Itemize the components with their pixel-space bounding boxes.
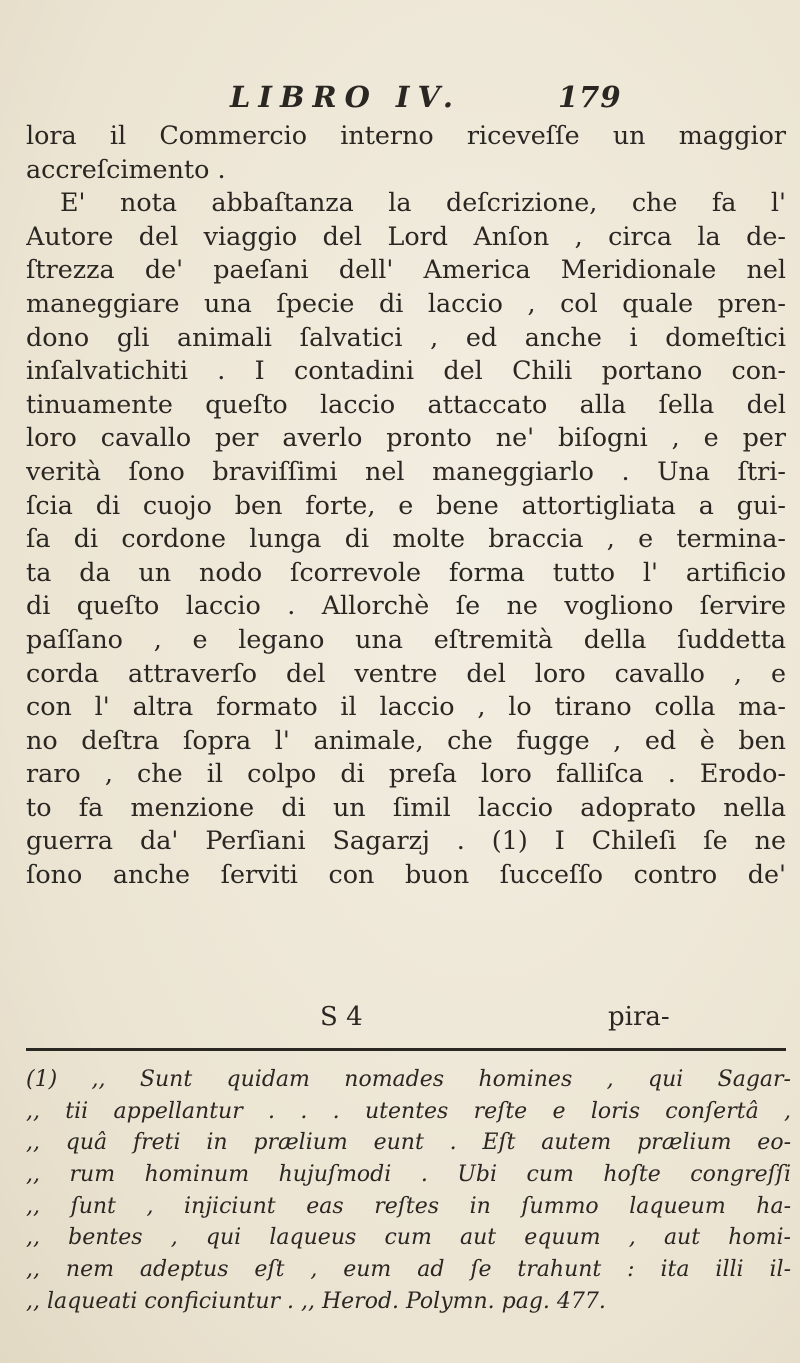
- text-line: ſtrezza de' paeſani dell' America Meridionale nel: [26, 254, 786, 285]
- text-line: to fa menzione di un ſimil laccio adoprato nella: [26, 791, 786, 822]
- footnote-line: ,, laqueati conficiuntur . ,, Herod. Polymn. pag. 477.: [26, 1288, 606, 1314]
- text-line: no deſtra ſopra l' animale, che fugge , ed è ben: [26, 724, 786, 755]
- catchword: pira-: [608, 1002, 670, 1032]
- page-number: 179: [558, 80, 622, 114]
- text-line: guerra da' Perſiani Sagarzj . (1) I Chileſi ſe ne: [26, 825, 786, 856]
- text-line: tinuamente queſto laccio attaccato alla ſella del: [26, 388, 786, 419]
- text-line: con l' altra formato il laccio , lo tirano colla ma-: [26, 691, 786, 722]
- text-line: verità ſono braviſſimi nel maneggiarlo . Una ſtri-: [26, 455, 786, 486]
- text-line: inſalvatichiti . I contadini del Chili portano con-: [26, 355, 786, 386]
- signature-line: [0, 1002, 800, 1038]
- footnote-line: ,, bentes , qui laqueus cum aut equum , aut homi-: [26, 1225, 791, 1251]
- text-line: ta da un nodo ſcorrevole forma tutto l' artificio: [26, 556, 786, 587]
- footnote-line: ,, ſunt , injiciunt eas reſtes in ſummo laqueum ha-: [26, 1193, 791, 1219]
- footnote-line: ,, quâ freti in prælium eunt . Eſt autem prælium eo-: [26, 1130, 791, 1156]
- text-line: dono gli animali ſalvatici , ed anche i domeſtici: [26, 321, 786, 352]
- text-line: lora il Commercio interno riceveſſe un maggior: [26, 120, 786, 150]
- text-line: ſono anche ſerviti con buon ſucceſſo contro de': [26, 859, 786, 890]
- footnote: [26, 1064, 791, 1318]
- signature-mark: S 4: [320, 1002, 363, 1032]
- text-line: corda attraverſo del ventre del loro cavallo , e: [26, 657, 786, 688]
- footnote-rule: [26, 1048, 786, 1051]
- footnote-line: ,, rum hominum hujuſmodi . Ubi cum hoſte congreſſi: [26, 1162, 791, 1188]
- running-header: [230, 80, 630, 116]
- main-text: [26, 119, 786, 892]
- text-line: E' nota abbaſtanza la deſcrizione, che fa l': [60, 187, 786, 218]
- header-title: LIBRO IV.: [230, 80, 462, 114]
- footnote-line: ,, tii appellantur . . . utentes reſte e loris conſertâ ,: [26, 1098, 791, 1124]
- text-line: Autore del viaggio del Lord Anſon , circa la de-: [26, 220, 786, 251]
- text-line: maneggiare una ſpecie di laccio , col quale pren-: [26, 287, 786, 318]
- footnote-line: ,, nem adeptus eſt , eum ad ſe trahunt : ita illi il-: [26, 1257, 791, 1283]
- text-line: raro , che il colpo di preſa loro falliſca . Erodo-: [26, 758, 786, 789]
- text-line: loro cavallo per averlo pronto ne' biſogni , e per: [26, 422, 786, 453]
- text-line: accreſcimento .: [26, 153, 226, 184]
- text-line: paſſano , e legano una eſtremità della ſuddetta: [26, 623, 786, 654]
- footnote-line: (1) ,, Sunt quidam nomades homines , qui Sagar-: [26, 1067, 791, 1092]
- text-line: di queſto laccio . Allorchè ſe ne vogliono ſervire: [26, 590, 786, 621]
- text-line: ſcia di cuojo ben forte, e bene attortigliata a gui-: [26, 489, 786, 520]
- text-line: ſa di cordone lunga di molte braccia , e termina-: [26, 523, 786, 554]
